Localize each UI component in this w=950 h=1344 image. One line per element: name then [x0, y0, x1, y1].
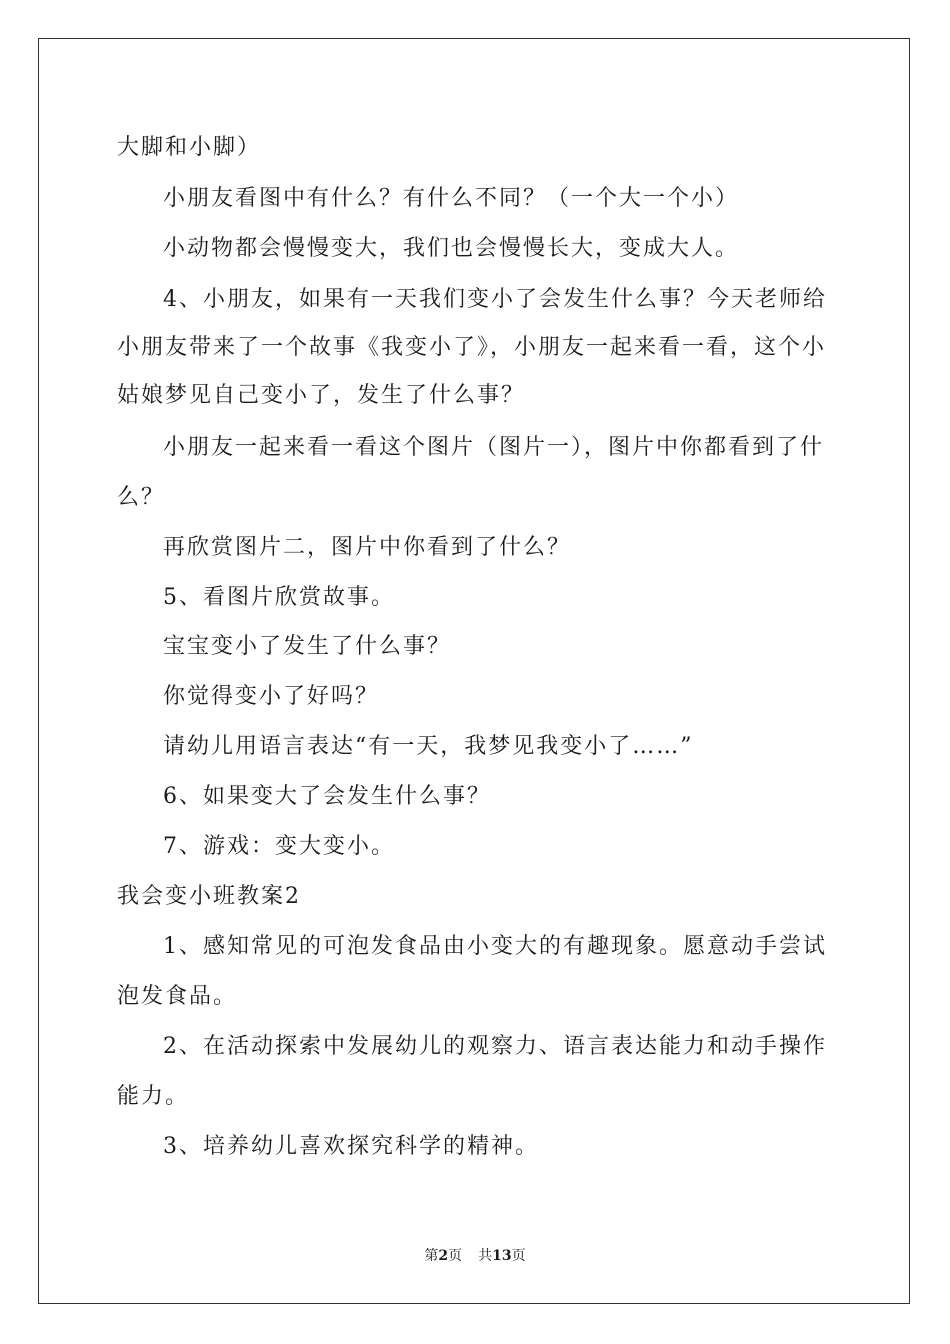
- text-line: 能力。: [117, 1084, 190, 1109]
- page-prefix: 第: [424, 1248, 439, 1264]
- text-line: 小朋友一起来看一看这个图片（图片一），图片中你都看到了什: [163, 435, 825, 460]
- page-footer: [0, 1247, 950, 1265]
- text-line: 5、看图片欣赏故事。: [163, 585, 395, 610]
- page-total: 13: [492, 1248, 512, 1264]
- text-line: 7、游戏：变大变小。: [163, 834, 395, 859]
- text-line: 小动物都会慢慢变大，我们也会慢慢长大，变成大人。: [163, 236, 740, 261]
- page-current: 2: [438, 1248, 449, 1264]
- text-line: 你觉得变小了好吗？: [163, 684, 380, 709]
- page-suffix: 页: [448, 1248, 463, 1264]
- text-line: 请幼儿用语言表达“有一天，我梦见我变小了……”: [163, 734, 694, 759]
- text-line: 小朋友带来了一个故事《我变小了》，小朋友一起来看一看，这个小: [117, 335, 827, 360]
- text-line: 1、感知常见的可泡发食品由小变大的有趣现象。愿意动手尝试: [163, 934, 827, 959]
- text-line: 4、小朋友，如果有一天我们变小了会发生什么事？今天老师给: [163, 287, 827, 312]
- text-line: 宝宝变小了发生了什么事？: [163, 634, 452, 659]
- text-line: 2、在活动探索中发展幼儿的观察力、语言表达能力和动手操作: [163, 1034, 827, 1059]
- page-frame: [38, 38, 910, 1304]
- total-suffix: 页: [511, 1248, 526, 1264]
- total-prefix: 共: [478, 1248, 493, 1264]
- text-line: 泡发食品。: [117, 984, 238, 1009]
- text-line: 姑娘梦见自己变小了，发生了什么事？: [117, 383, 526, 408]
- text-line: 么？: [117, 485, 166, 510]
- text-line: 再欣赏图片二，图片中你看到了什么？: [163, 535, 572, 560]
- text-line: 6、如果变大了会发生什么事？: [163, 784, 491, 809]
- text-line: 3、培养幼儿喜欢探究科学的精神。: [163, 1134, 539, 1159]
- text-line: 小朋友看图中有什么？有什么不同？（一个大一个小）: [163, 186, 740, 211]
- text-line: 大脚和小脚）: [117, 135, 262, 160]
- section-heading: 我会变小班教案2: [117, 884, 301, 909]
